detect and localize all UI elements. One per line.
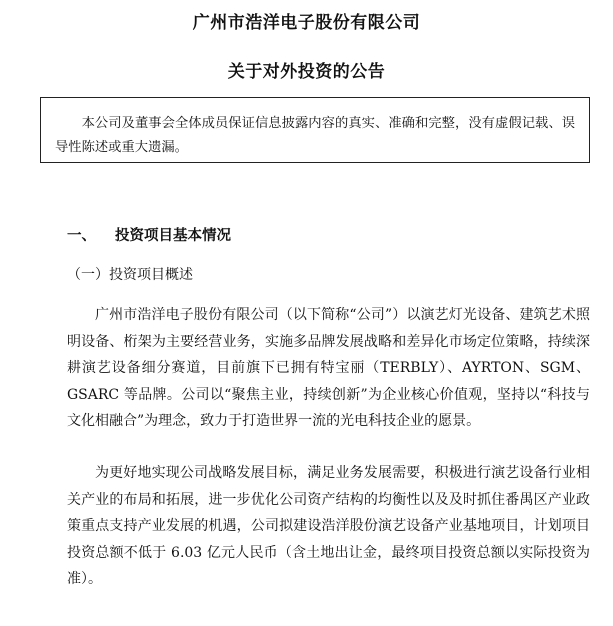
section-number: 一、: [67, 228, 96, 244]
section-heading: [67, 224, 231, 245]
subsection-heading: （一）投资项目概述: [67, 267, 193, 283]
section-title: 投资项目基本情况: [115, 228, 231, 244]
disclaimer-text: 本公司及董事会全体成员保证信息披露内容的真实、准确和完整，没有虚假记载、误导性陈述或重大遗漏。: [55, 116, 575, 155]
disclaimer-box: [40, 97, 590, 163]
notice-title: 关于对外投资的公告: [227, 62, 386, 82]
paragraph-company-overview: 广州市浩洋电子股份有限公司（以下简称“公司”）以演艺灯光设备、建筑艺术照明设备、桁架为主要经营业务，实施多品牌发展战略和差异化市场定位策略，持续深耕演艺设备细分赛道，目前旗下已拥有特宝丽（TERBLY）、AYRTON、SGM、GSARC 等品牌。公司以“聚焦主业，持续创新”为企业核心价值观，坚持以“科技与文化相融合”为理念，致力于打造世界一流的光电科技企业的愿景。: [67, 307, 590, 429]
paragraph-investment-plan: 为更好地实现公司战略发展目标，满足业务发展需要，积极进行演艺设备行业相关产业的布局和拓展，进一步优化公司资产结构的均衡性以及及时抓住番禺区产业政策重点支持产业发展的机遇，公司拟建设浩洋股份演艺设备产业基地项目，计划项目投资总额不低于 6.03 亿元人民币（含土地出让金，最终项目投资总额以实际投资为准）。: [67, 465, 590, 587]
company-title: 广州市浩洋电子股份有限公司: [192, 13, 421, 33]
